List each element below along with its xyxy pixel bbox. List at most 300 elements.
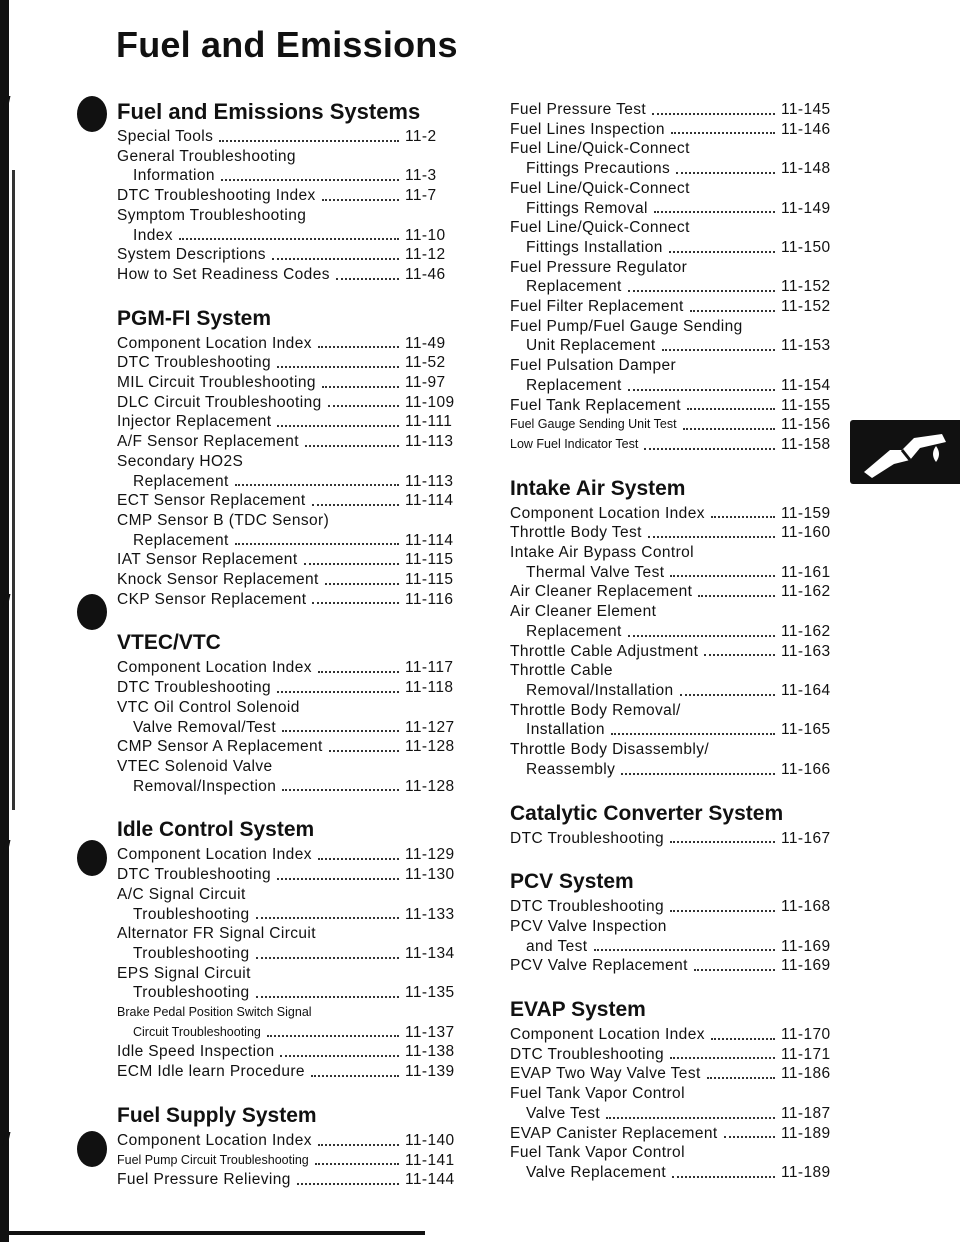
toc-entry	[117, 865, 459, 885]
toc-entry	[510, 956, 835, 976]
toc-entry-title: Fuel Lines Inspection	[510, 120, 665, 138]
dot-leader	[628, 290, 775, 292]
toc-entry-title: Fuel Line/Quick-Connect	[510, 140, 690, 158]
section-heading: PGM-FI System	[117, 306, 272, 330]
toc-entry	[510, 1104, 835, 1124]
toc-entry-title: Throttle Body Disassembly/	[510, 741, 710, 759]
dot-leader	[328, 405, 399, 407]
dot-leader	[235, 484, 399, 486]
toc-entry-title: Alternator FR Signal Circuit	[117, 925, 316, 943]
toc-page-number: 11-186	[781, 1065, 831, 1083]
toc-entry	[510, 415, 835, 435]
toc-page-number: 11-49	[405, 334, 446, 352]
toc-entry-title: MIL Circuit Troubleshooting	[117, 374, 316, 392]
dot-leader	[683, 428, 775, 430]
toc-entry-title: Fittings Removal	[526, 199, 648, 217]
toc-entry-title: Fuel Pulsation Damper	[510, 357, 677, 375]
toc-page-number: 11-171	[781, 1045, 831, 1063]
toc-entry	[510, 1064, 835, 1084]
toc-entry	[510, 622, 835, 642]
toc-page-number: 11-170	[781, 1026, 831, 1044]
toc-entry	[117, 186, 459, 206]
section-heading: Idle Control System	[117, 818, 315, 842]
toc-entry	[510, 277, 835, 297]
toc-page-number: 11-130	[405, 866, 455, 884]
toc-entry-title: Fittings Installation	[526, 238, 663, 256]
toc-entry-title: EPS Signal Circuit	[117, 964, 251, 982]
toc-entry	[510, 1163, 835, 1183]
dot-leader	[318, 1144, 399, 1146]
toc-section	[510, 870, 835, 976]
toc-entry-title: Thermal Valve Test	[526, 563, 665, 581]
section-bullet	[77, 96, 107, 132]
toc-entry-title: DTC Troubleshooting	[117, 679, 272, 697]
dot-leader	[662, 349, 775, 351]
toc-entry	[510, 100, 835, 120]
toc-entry-title: Fuel Pump/Fuel Gauge Sending	[510, 317, 743, 335]
toc-page-number: 11-154	[781, 376, 831, 394]
toc-page-number: 11-162	[781, 583, 831, 601]
toc-entry	[117, 472, 459, 492]
toc-page-number: 11-127	[405, 718, 455, 736]
toc-entry-title: Information	[133, 167, 215, 185]
toc-page-number: 11-169	[781, 957, 831, 975]
toc-entry	[510, 376, 835, 396]
toc-page-number: 11-128	[405, 777, 455, 795]
toc-page-number: 11-152	[781, 298, 831, 316]
toc-entry	[117, 373, 459, 393]
dot-leader	[322, 199, 399, 201]
toc-entry	[117, 1151, 459, 1171]
dot-leader	[670, 1057, 775, 1059]
toc-entry-title: Intake Air Bypass Control	[510, 544, 695, 562]
toc-page-number: 11-134	[405, 944, 455, 962]
dot-leader	[670, 910, 775, 912]
toc-page-number: 11-135	[405, 984, 455, 1002]
toc-section	[117, 1104, 459, 1190]
toc-page-number: 11-164	[781, 681, 831, 699]
toc-entry-title: Valve Test	[526, 1104, 601, 1122]
toc-entry-title: Injector Replacement	[117, 413, 272, 431]
toc-entry-title: Fuel Gauge Sending Unit Test	[510, 417, 677, 432]
toc-entry	[117, 491, 459, 511]
section-bullet	[77, 594, 107, 630]
toc-section	[117, 631, 459, 796]
toc-page-number: 11-141	[405, 1151, 455, 1169]
dot-leader	[179, 238, 399, 240]
dot-leader	[297, 1183, 399, 1185]
toc-right-column	[510, 100, 835, 1205]
toc-page-number: 11-155	[781, 396, 831, 414]
dot-leader	[628, 389, 775, 391]
page-title: Fuel and Emissions	[116, 24, 458, 65]
toc-entry-title: DTC Troubleshooting	[117, 354, 272, 372]
toc-entry	[117, 550, 459, 570]
dot-leader	[280, 1055, 399, 1057]
toc-page-number: 11-113	[405, 433, 454, 451]
toc-entry	[510, 642, 835, 662]
toc-entry	[510, 563, 835, 583]
dot-leader	[611, 733, 775, 735]
toc-entry	[117, 1170, 459, 1190]
toc-page-number: 11-52	[405, 354, 446, 372]
dot-leader	[318, 858, 399, 860]
toc-entry	[510, 829, 835, 849]
toc-entry-title: EVAP Two Way Valve Test	[510, 1065, 701, 1083]
toc-page-number: 11-152	[781, 278, 831, 296]
toc-page-number: 11-145	[781, 101, 831, 118]
section-heading: VTEC/VTC	[117, 631, 221, 655]
toc-page-number: 11-128	[405, 738, 455, 756]
toc-page-number: 11-156	[781, 416, 831, 434]
toc-entry-title: Air Cleaner Element	[510, 603, 657, 621]
toc-entry	[117, 718, 459, 738]
toc-entry-title: A/C Signal Circuit	[117, 885, 246, 903]
toc-entry-title: Installation	[526, 721, 605, 739]
toc-entry-title: CMP Sensor B (TDC Sensor)	[117, 511, 330, 529]
toc-page-number: 11-138	[405, 1043, 455, 1061]
dot-leader	[594, 949, 775, 951]
dot-leader	[698, 595, 775, 597]
toc-entry-title: Secondary HO2S	[117, 452, 244, 470]
toc-entry-title: Low Fuel Indicator Test	[510, 436, 639, 451]
toc-entry-title: Special Tools	[117, 128, 214, 145]
toc-entry	[510, 582, 835, 602]
dot-leader	[221, 179, 399, 181]
toc-entry	[117, 658, 459, 678]
toc-entry	[117, 905, 459, 925]
dot-leader	[272, 258, 399, 260]
toc-entry-title: Fuel Tank Replacement	[510, 396, 681, 414]
toc-section	[510, 477, 835, 780]
toc-entry	[117, 127, 459, 147]
toc-page-number: 11-168	[781, 898, 831, 916]
binding-bar	[0, 0, 9, 1242]
section-heading: Fuel and Emissions Systems	[117, 99, 421, 124]
dot-leader	[277, 878, 399, 880]
toc-entry	[117, 432, 459, 452]
toc-entry-title: Removal/Inspection	[133, 777, 277, 795]
dot-leader	[670, 575, 775, 577]
dot-leader	[711, 516, 775, 518]
section-tab	[850, 420, 960, 484]
toc-page-number: 11-144	[405, 1171, 455, 1189]
toc-entry	[510, 120, 835, 140]
toc-entry-title: General Troubleshooting	[117, 147, 296, 165]
toc-entry-title: Fuel Pressure Test	[510, 101, 647, 118]
toc-page-number: 11-116	[405, 590, 454, 608]
toc-entry	[510, 720, 835, 740]
toc-entry	[510, 435, 835, 455]
toc-page-number: 11-115	[405, 571, 454, 589]
toc-entry	[117, 983, 459, 1003]
dot-leader	[694, 969, 775, 971]
toc-entry-title: Removal/Installation	[526, 681, 674, 699]
toc-page-number: 11-139	[405, 1063, 455, 1081]
toc-entry	[117, 570, 459, 590]
toc-page-number: 11-165	[781, 721, 831, 739]
toc-entry-title: ECT Sensor Replacement	[117, 492, 306, 510]
toc-entry	[510, 897, 835, 917]
dot-leader	[669, 251, 775, 253]
toc-page-number: 11-160	[781, 524, 831, 542]
toc-page-number: 11-150	[781, 238, 831, 256]
toc-entry	[510, 760, 835, 780]
toc-entry	[117, 845, 459, 865]
binding-bar-inner	[12, 170, 15, 810]
toc-entry-title: Component Location Index	[510, 504, 705, 522]
toc-entry	[117, 1023, 459, 1043]
toc-entry	[117, 245, 459, 265]
toc-entry-title: Brake Pedal Position Switch Signal	[117, 1005, 312, 1020]
dot-leader	[628, 635, 775, 637]
toc-page-number: 11-146	[781, 120, 831, 138]
dot-leader	[325, 583, 399, 585]
toc-entry	[117, 678, 459, 698]
toc-entry-title: Component Location Index	[117, 1131, 312, 1149]
dot-leader	[304, 563, 399, 565]
toc-entry-title: IAT Sensor Replacement	[117, 551, 298, 569]
toc-entry	[510, 523, 835, 543]
toc-entry-title: DTC Troubleshooting	[510, 898, 665, 916]
toc-entry-title: Throttle Cable	[510, 662, 613, 680]
toc-entry	[117, 393, 459, 413]
toc-entry	[510, 336, 835, 356]
toc-page-number: 11-148	[781, 160, 831, 178]
dot-leader	[277, 366, 399, 368]
dot-leader	[704, 654, 775, 656]
dot-leader	[672, 1176, 775, 1178]
toc-entry-title: EVAP Canister Replacement	[510, 1124, 718, 1142]
toc-section	[117, 818, 459, 1081]
dot-leader	[318, 346, 399, 348]
toc-entry	[117, 412, 459, 432]
section-heading: Fuel Supply System	[117, 1103, 317, 1127]
dot-leader	[648, 536, 775, 538]
toc-entry-title: Index	[133, 226, 173, 244]
toc-entry	[117, 265, 459, 285]
toc-page-number: 11-118	[405, 679, 454, 697]
toc-entry	[510, 937, 835, 957]
toc-entry-title: Replacement	[133, 531, 229, 549]
toc-entry-title: Component Location Index	[510, 1026, 705, 1044]
dot-leader	[690, 310, 775, 312]
section-bullet	[77, 840, 107, 876]
toc-entry	[117, 737, 459, 757]
dot-leader	[322, 386, 399, 388]
toc-section	[117, 307, 459, 610]
toc-entry-title: DTC Troubleshooting	[510, 829, 665, 847]
toc-page-number: 11-7	[405, 187, 437, 205]
toc-entry-title: DTC Troubleshooting Index	[117, 187, 316, 205]
dot-leader	[654, 211, 775, 213]
toc-entry-title: Air Cleaner Replacement	[510, 583, 693, 601]
toc-page-number: 11-133	[405, 905, 455, 923]
toc-entry-title: Throttle Body Test	[510, 524, 642, 542]
toc-page-number: 11-169	[781, 937, 831, 955]
toc-entry	[117, 353, 459, 373]
toc-entry	[510, 1025, 835, 1045]
toc-entry-title: Fuel Pump Circuit Troubleshooting	[117, 1152, 309, 1167]
toc-section	[510, 998, 835, 1183]
toc-entry	[117, 334, 459, 354]
toc-entry-title: Valve Removal/Test	[133, 718, 277, 736]
toc-entry	[510, 1124, 835, 1144]
toc-entry-title: Circuit Troubleshooting	[133, 1024, 261, 1039]
dot-leader	[724, 1136, 775, 1138]
toc-entry-title: Troubleshooting	[133, 984, 250, 1002]
toc-entry	[510, 159, 835, 179]
toc-page-number: 11-111	[405, 413, 453, 431]
dot-leader	[235, 543, 399, 545]
dot-leader	[256, 957, 399, 959]
toc-page-number: 11-115	[405, 551, 454, 569]
toc-page-number: 11-113	[405, 472, 454, 490]
dot-leader	[680, 694, 775, 696]
toc-page-number: 11-140	[405, 1131, 455, 1149]
toc-page-number: 11-97	[405, 374, 446, 392]
dot-leader	[256, 996, 399, 998]
dot-leader	[312, 602, 399, 604]
toc-entry	[117, 226, 459, 246]
dot-leader	[277, 691, 399, 693]
toc-entry-title: Replacement	[526, 278, 622, 296]
toc-entry-title: Troubleshooting	[133, 905, 250, 923]
toc-entry-title: DTC Troubleshooting	[510, 1045, 665, 1063]
toc-left-column	[117, 100, 459, 1212]
dot-leader	[277, 425, 399, 427]
toc-entry-title: Fuel Tank Vapor Control	[510, 1085, 685, 1103]
toc-entry	[510, 1045, 835, 1065]
toc-entry-title: Component Location Index	[117, 659, 312, 677]
toc-page-number: 11-163	[781, 642, 831, 660]
toc-entry-title: Replacement	[133, 472, 229, 490]
toc-section	[117, 100, 459, 285]
dot-leader	[256, 917, 399, 919]
toc-page-number: 11-12	[405, 246, 446, 264]
toc-entry	[117, 590, 459, 610]
dot-leader	[282, 730, 399, 732]
bottom-rule	[0, 1231, 425, 1235]
toc-entry	[510, 504, 835, 524]
section-bullet	[77, 1131, 107, 1167]
toc-page-number: 11-114	[405, 492, 454, 510]
toc-section	[510, 100, 835, 455]
dot-leader	[282, 789, 399, 791]
toc-page-number: 11-137	[405, 1023, 455, 1041]
toc-entry	[510, 396, 835, 416]
toc-entry-title: and Test	[526, 937, 588, 955]
toc-entry-title: Component Location Index	[117, 846, 312, 864]
toc-entry-title: ECM Idle learn Procedure	[117, 1063, 305, 1081]
toc-page-number: 11-166	[781, 760, 831, 778]
toc-page-number: 11-114	[405, 531, 454, 549]
toc-entry-title: Fuel Pressure Relieving	[117, 1171, 291, 1189]
dot-leader	[312, 504, 399, 506]
toc-page-number: 11-189	[781, 1124, 831, 1142]
toc-entry-title: Fuel Pressure Regulator	[510, 258, 688, 276]
dot-leader	[711, 1038, 775, 1040]
dot-leader	[644, 448, 775, 450]
toc-page-number: 11-3	[405, 167, 437, 185]
toc-entry	[117, 944, 459, 964]
toc-entry	[117, 1131, 459, 1151]
toc-entry-title: PCV Valve Replacement	[510, 957, 688, 975]
toc-entry-title: Fuel Filter Replacement	[510, 298, 684, 316]
toc-entry	[510, 238, 835, 258]
toc-entry-title: Fittings Precautions	[526, 160, 671, 178]
section-heading: Catalytic Converter System	[510, 801, 784, 825]
toc-page-number: 11-153	[781, 337, 831, 355]
toc-entry	[117, 777, 459, 797]
dot-leader	[315, 1163, 399, 1165]
toc-entry-title: How to Set Readiness Codes	[117, 265, 330, 283]
toc-page-number: 11-189	[781, 1163, 831, 1181]
toc-entry-title: Component Location Index	[117, 334, 312, 352]
toc-entry-title: Fuel Tank Vapor Control	[510, 1144, 685, 1162]
toc-entry-title: DLC Circuit Troubleshooting	[117, 393, 322, 411]
toc-entry-title: Replacement	[526, 622, 622, 640]
toc-entry-title: Valve Replacement	[526, 1163, 667, 1181]
toc-entry	[117, 166, 459, 186]
dot-leader	[219, 140, 399, 142]
toc-entry-title: Fuel Line/Quick-Connect	[510, 179, 690, 197]
toc-entry	[510, 297, 835, 317]
dot-leader	[336, 278, 399, 280]
toc-page-number: 11-109	[405, 393, 455, 411]
toc-entry-title: Unit Replacement	[526, 337, 656, 355]
toc-entry-title: DTC Troubleshooting	[117, 866, 272, 884]
toc-page-number: 11-161	[781, 563, 831, 581]
toc-page-number: 11-149	[781, 199, 831, 217]
dot-leader	[670, 841, 775, 843]
toc-page-number: 11-162	[781, 622, 831, 640]
toc-entry-title: VTC Oil Control Solenoid	[117, 698, 300, 716]
toc-entry	[117, 1062, 459, 1082]
dot-leader	[329, 750, 399, 752]
dot-leader	[707, 1077, 775, 1079]
toc-entry	[117, 531, 459, 551]
dot-leader	[318, 671, 399, 673]
section-heading: EVAP System	[510, 998, 646, 1022]
toc-entry-title: Reassembly	[526, 760, 616, 778]
toc-page-number: 11-2	[405, 128, 437, 145]
toc-entry-title: Replacement	[526, 376, 622, 394]
toc-page-number: 11-46	[405, 265, 446, 283]
section-heading: PCV System	[510, 870, 634, 894]
dot-leader	[606, 1117, 775, 1119]
toc-page-number: 11-158	[781, 435, 831, 453]
toc-entry-title: Throttle Body Removal/	[510, 701, 681, 719]
toc-page-number: 11-187	[781, 1104, 831, 1122]
toc-entry-title: A/F Sensor Replacement	[117, 433, 299, 451]
dot-leader	[671, 132, 775, 134]
toc-entry-title: PCV Valve Inspection	[510, 917, 667, 935]
toc-entry-title: Throttle Cable Adjustment	[510, 642, 699, 660]
dot-leader	[652, 113, 775, 115]
toc-entry	[117, 1042, 459, 1062]
dot-leader	[621, 773, 775, 775]
toc-entry-title: Troubleshooting	[133, 944, 250, 962]
toc-page-number: 11-10	[405, 226, 446, 244]
toc-entry-title: CKP Sensor Replacement	[117, 590, 307, 608]
toc-page-number: 11-159	[781, 504, 831, 522]
toc-page-number: 11-129	[405, 846, 455, 864]
toc-page-number: 11-167	[781, 829, 831, 847]
toc-entry-title: CMP Sensor A Replacement	[117, 738, 323, 756]
toc-entry-title: VTEC Solenoid Valve	[117, 757, 273, 775]
toc-entry-title: Idle Speed Inspection	[117, 1043, 275, 1061]
